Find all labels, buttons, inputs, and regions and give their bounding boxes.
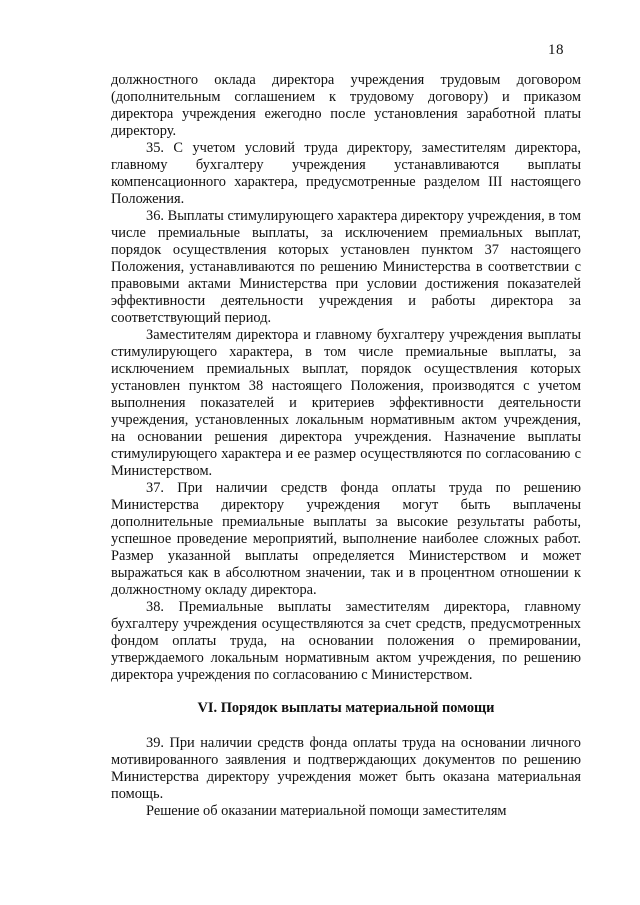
document-body	[111, 72, 581, 820]
paragraph-37: 37. При наличии средств фонда оплаты труда по решению Министерства директору учреждения могут быть выплачены дополнительные премиальные выплаты за высокие результаты работы, успешное проведение мероприятий, выполнение наиболее сложных работ. Размер указанной выплаты определяется Министерством и может выражаться как в абсолютном значении, так и в процентном отношении к должностному окладу директора.	[111, 480, 581, 598]
paragraph-36: 36. Выплаты стимулирующего характера директору учреждения, в том числе премиальные выплаты, за исключением премиальных выплат, порядок осуществления которых установлен пунктом 37 настоящего Положения, устанавливаются по решению Министерства в соответствии с правовыми актами Министерства при условии достижения показателей эффективности деятельности учреждения и работы директора за соответствующий период.	[111, 208, 581, 326]
paragraph-39-decision: Решение об оказании материальной помощи заместителям	[146, 803, 507, 819]
paragraph-35: 35. С учетом условий труда директору, заместителям директора, главному бухгалтеру учреждения устанавливаются выплаты компенсационного характера, предусмотренные разделом III настоящего Положения.	[111, 140, 581, 207]
page-number: 18	[548, 42, 564, 58]
paragraph-36-deputies: Заместителям директора и главному бухгалтеру учреждения выплаты стимулирующего характера, в том числе премиальные выплаты, за исключением премиальных выплат, порядок осуществления которых установлен пунктом 38 настоящего Положения, производятся с учетом выполнения показателей и критериев эффективности деятельности учреждения, установленных локальным нормативным актом учреждения, на основании решения директора учреждения. Назначение выплаты стимулирующего характера и ее размер осуществляются по согласованию с Министерством.	[111, 327, 581, 479]
paragraph-38: 38. Премиальные выплаты заместителям директора, главному бухгалтеру учреждения осуществляются за счет средств, предусмотренных фондом оплаты труда, на основании положения о премировании, утверждаемого локальным нормативным актом учреждения, по решению директора учреждения по согласованию с Министерством.	[111, 599, 581, 683]
paragraph-39: 39. При наличии средств фонда оплаты труда на основании личного мотивированного заявления и подтверждающих документов по решению Министерства директору учреждения может быть оказана материальная помощь.	[111, 735, 581, 802]
paragraph-continuation: должностного оклада директора учреждения трудовым договором (дополнительным соглашением к трудовому договору) и приказом директора учреждения ежегодно после установления заработной платы директору.	[111, 72, 581, 139]
section-heading: VI. Порядок выплаты материальной помощи	[197, 700, 495, 716]
